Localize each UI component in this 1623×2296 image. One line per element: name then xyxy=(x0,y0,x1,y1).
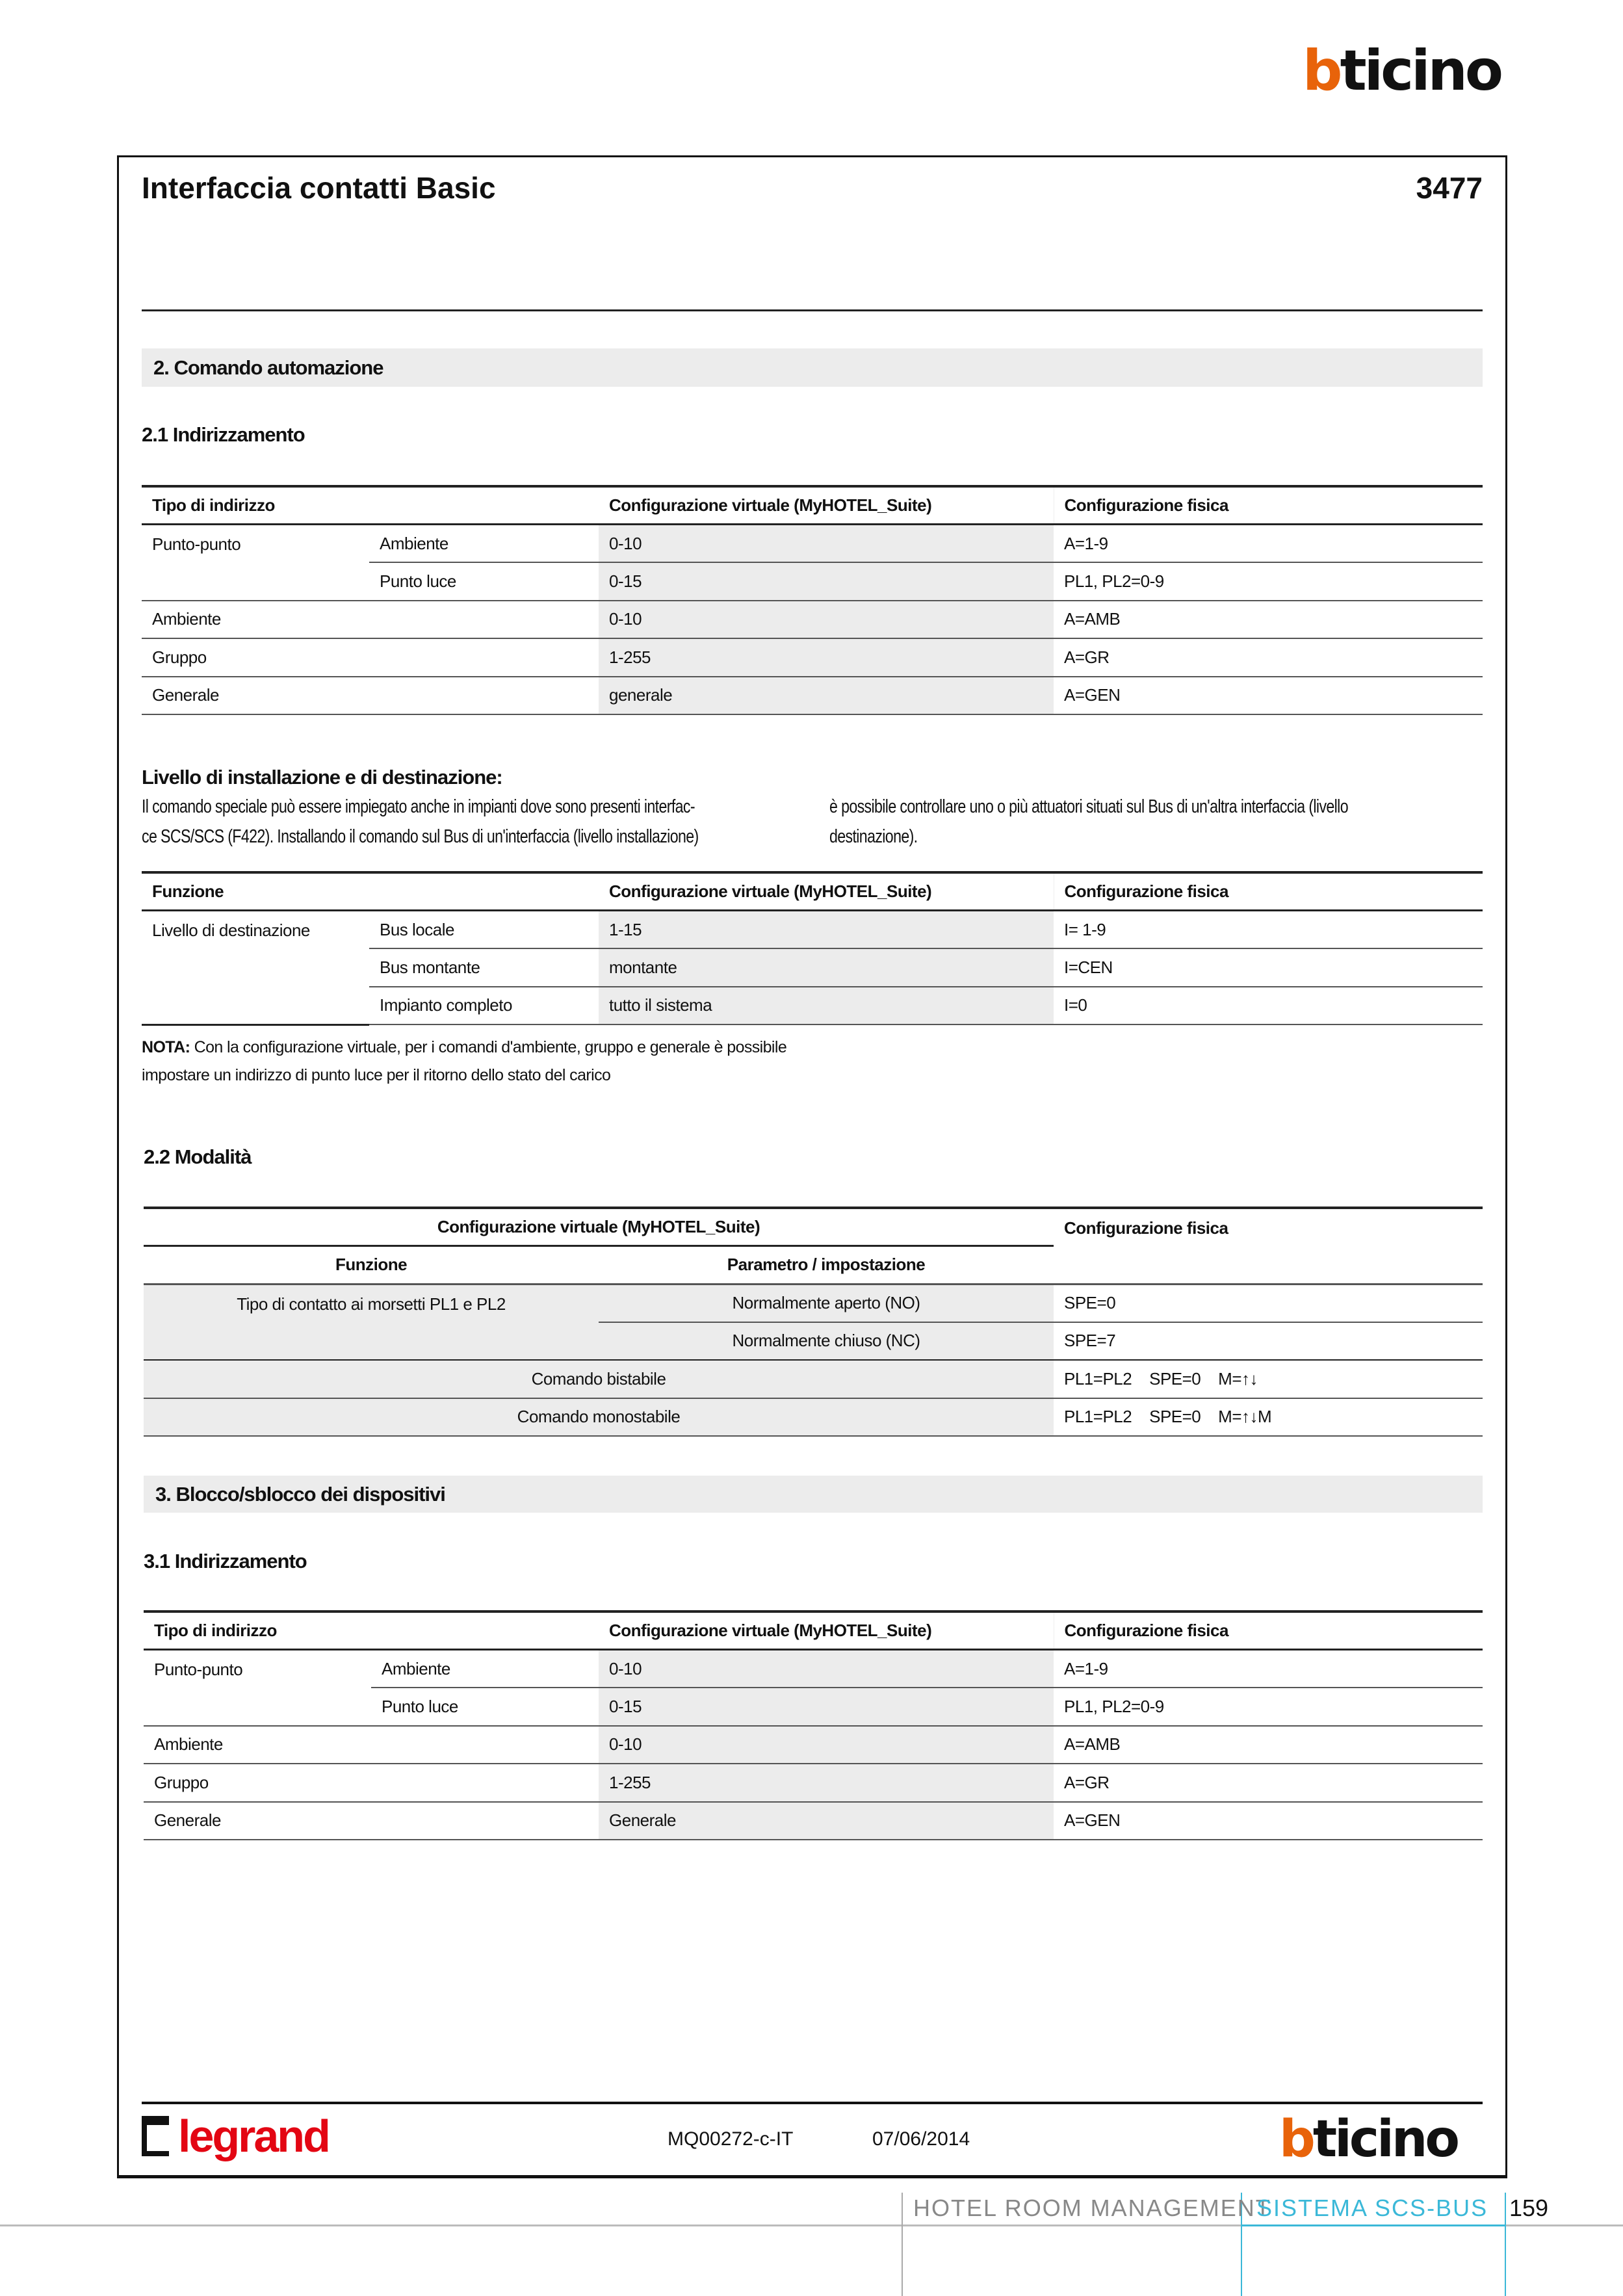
cell: 0-10 xyxy=(599,525,1054,563)
subsection-2-1: 2.1 Indirizzamento xyxy=(142,423,305,446)
cell: Punto-punto xyxy=(142,525,369,601)
cell: Punto luce xyxy=(369,562,599,601)
cell: Bus locale xyxy=(369,911,599,949)
destination-table xyxy=(142,871,1483,1026)
product-code: 3477 xyxy=(1416,171,1483,205)
cell: 0-15 xyxy=(599,1688,1054,1726)
col-header: Funzione xyxy=(144,1246,599,1285)
strip-divider xyxy=(902,2193,903,2296)
col-header: Funzione xyxy=(142,872,599,911)
table-row xyxy=(144,1726,1483,1764)
cell: Comando bistabile xyxy=(144,1360,1054,1398)
legrand-logo xyxy=(142,2111,329,2168)
strip-rule-accent xyxy=(1241,2224,1505,2226)
cell: SPE=0 xyxy=(1054,1284,1483,1322)
text-line: ce SCS/SCS (F422). Installando il comando sul Bus di un'interfaccia (livello installazione) xyxy=(142,826,699,847)
subsection-3-1: 3.1 Indirizzamento xyxy=(144,1550,307,1572)
cell: 0-10 xyxy=(599,1650,1054,1688)
cell: 0-10 xyxy=(599,1726,1054,1764)
table-row xyxy=(144,1802,1483,1840)
addressing-table-3 xyxy=(144,1610,1483,1840)
section-2-header: 2. Comando automazione xyxy=(142,348,1483,387)
doc-date: 07/06/2014 xyxy=(872,2128,970,2150)
cell: PL1=PL2 SPE=0 M=↑↓ xyxy=(1054,1360,1483,1398)
cell: 1-255 xyxy=(599,638,1054,677)
logo-b: b xyxy=(1279,2110,1313,2169)
cell: Normalmente aperto (NO) xyxy=(599,1284,1054,1322)
cell: 1-255 xyxy=(599,1764,1054,1802)
col-header: Configurazione virtuale (MyHOTEL_Suite) xyxy=(599,486,1054,525)
table-row xyxy=(142,638,1483,677)
legrand-wordmark: legrand xyxy=(178,2111,329,2161)
logo-ticino: ticino xyxy=(1340,38,1501,103)
table-row xyxy=(144,1284,1483,1322)
table-row xyxy=(142,677,1483,715)
cell: Ambiente xyxy=(144,1726,599,1764)
cell: tutto il sistema xyxy=(599,987,1054,1025)
logo-ticino: ticino xyxy=(1312,2110,1457,2169)
cell: Gruppo xyxy=(144,1764,599,1802)
text-line: è possibile controllare uno o più attuatori situati sul Bus di un'altra interfaccia (livello xyxy=(829,796,1348,817)
cell: Ambiente xyxy=(371,1650,599,1688)
table-row xyxy=(144,1360,1483,1398)
cell: SPE=7 xyxy=(1054,1322,1483,1361)
cell: A=GR xyxy=(1054,1764,1483,1802)
cell: Ambiente xyxy=(142,601,599,639)
cell: Punto luce xyxy=(371,1688,599,1726)
col-header: Tipo di indirizzo xyxy=(142,486,599,525)
cell: A=AMB xyxy=(1054,601,1483,639)
table-row xyxy=(142,525,1483,563)
page-frame xyxy=(117,155,1507,2178)
cell: Bus montante xyxy=(369,948,599,987)
cell: montante xyxy=(599,948,1054,987)
cell: A=1-9 xyxy=(1054,1650,1483,1688)
text-line: destinazione). xyxy=(829,826,918,847)
col-header: Parametro / impostazione xyxy=(599,1246,1054,1285)
cell: A=GEN xyxy=(1054,1802,1483,1840)
col-header: Tipo di indirizzo xyxy=(144,1611,599,1650)
strip-category: HOTEL ROOM MANAGEMENT xyxy=(913,2195,1271,2221)
cell: Generale xyxy=(144,1802,599,1840)
cell: A=1-9 xyxy=(1054,525,1483,563)
cell: PL1, PL2=0-9 xyxy=(1054,562,1483,601)
title-rule xyxy=(142,309,1483,311)
footer-rule xyxy=(142,2102,1483,2104)
nota xyxy=(142,1034,786,1089)
strip-system: SISTEMA SCS-BUS xyxy=(1256,2195,1488,2221)
cell: I= 1-9 xyxy=(1054,911,1483,949)
cell: A=AMB xyxy=(1054,1726,1483,1764)
livello-heading: Livello di installazione e di destinazione: xyxy=(142,766,502,789)
col-header: Configurazione fisica xyxy=(1054,872,1483,911)
cell: A=GEN xyxy=(1054,677,1483,715)
nota-label: NOTA: xyxy=(142,1038,190,1056)
section-3-header: 3. Blocco/sblocco dei dispositivi xyxy=(144,1476,1483,1513)
cell: PL1=PL2 SPE=0 M=↑↓M xyxy=(1054,1398,1483,1437)
cell: Generale xyxy=(142,677,599,715)
legrand-mark-icon xyxy=(142,2116,169,2156)
col-header: Configurazione virtuale (MyHOTEL_Suite) xyxy=(599,872,1054,911)
bticino-logo-footer xyxy=(1279,2110,1457,2169)
col-header: Configurazione virtuale (MyHOTEL_Suite) xyxy=(599,1611,1054,1650)
cell: Livello di destinazione xyxy=(142,911,369,1025)
cell: PL1, PL2=0-9 xyxy=(1054,1688,1483,1726)
table-row xyxy=(144,1650,1483,1688)
cell: Tipo di contatto ai morsetti PL1 e PL2 xyxy=(144,1284,599,1360)
table-row xyxy=(142,911,1483,949)
mode-table xyxy=(144,1207,1483,1437)
cell: 0-10 xyxy=(599,601,1054,639)
cell: A=GR xyxy=(1054,638,1483,677)
subsection-2-2: 2.2 Modalità xyxy=(144,1145,252,1168)
table-row xyxy=(144,1764,1483,1802)
cell: Normalmente chiuso (NC) xyxy=(599,1322,1054,1361)
col-header: Configurazione fisica xyxy=(1054,486,1483,525)
table-row xyxy=(142,601,1483,639)
col-header: Configurazione fisica xyxy=(1054,1208,1483,1284)
cell: I=CEN xyxy=(1054,948,1483,987)
nota-line: impostare un indirizzo di punto luce per il ritorno dello stato del carico xyxy=(142,1066,611,1084)
cell: Generale xyxy=(599,1802,1054,1840)
bticino-logo-top xyxy=(1303,38,1501,103)
page-number: 159 xyxy=(1509,2195,1549,2221)
logo-b: b xyxy=(1303,38,1340,103)
cell: 1-15 xyxy=(599,911,1054,949)
strip-divider xyxy=(1505,2193,1506,2296)
cell: 0-15 xyxy=(599,562,1054,601)
text-line: Il comando speciale può essere impiegato anche in impianti dove sono presenti interfac- xyxy=(142,796,695,817)
cell: Comando monostabile xyxy=(144,1398,1054,1437)
doc-code: MQ00272-c-IT xyxy=(668,2128,794,2150)
cell: Punto-punto xyxy=(144,1650,371,1726)
col-header: Configurazione virtuale (MyHOTEL_Suite) xyxy=(144,1208,1054,1246)
addressing-table-2 xyxy=(142,485,1483,715)
col-header: Configurazione fisica xyxy=(1054,1611,1483,1650)
cell: Impianto completo xyxy=(369,987,599,1025)
cell: I=0 xyxy=(1054,987,1483,1025)
cell: Ambiente xyxy=(369,525,599,563)
livello-paragraph-left xyxy=(142,792,792,852)
page-title: Interfaccia contatti Basic xyxy=(142,171,496,205)
cell: Gruppo xyxy=(142,638,599,677)
livello-paragraph-right xyxy=(829,792,1479,852)
cell: generale xyxy=(599,677,1054,715)
nota-line: Con la configurazione virtuale, per i comandi d'ambiente, gruppo e generale è possibile xyxy=(190,1038,787,1056)
table-row xyxy=(144,1398,1483,1437)
